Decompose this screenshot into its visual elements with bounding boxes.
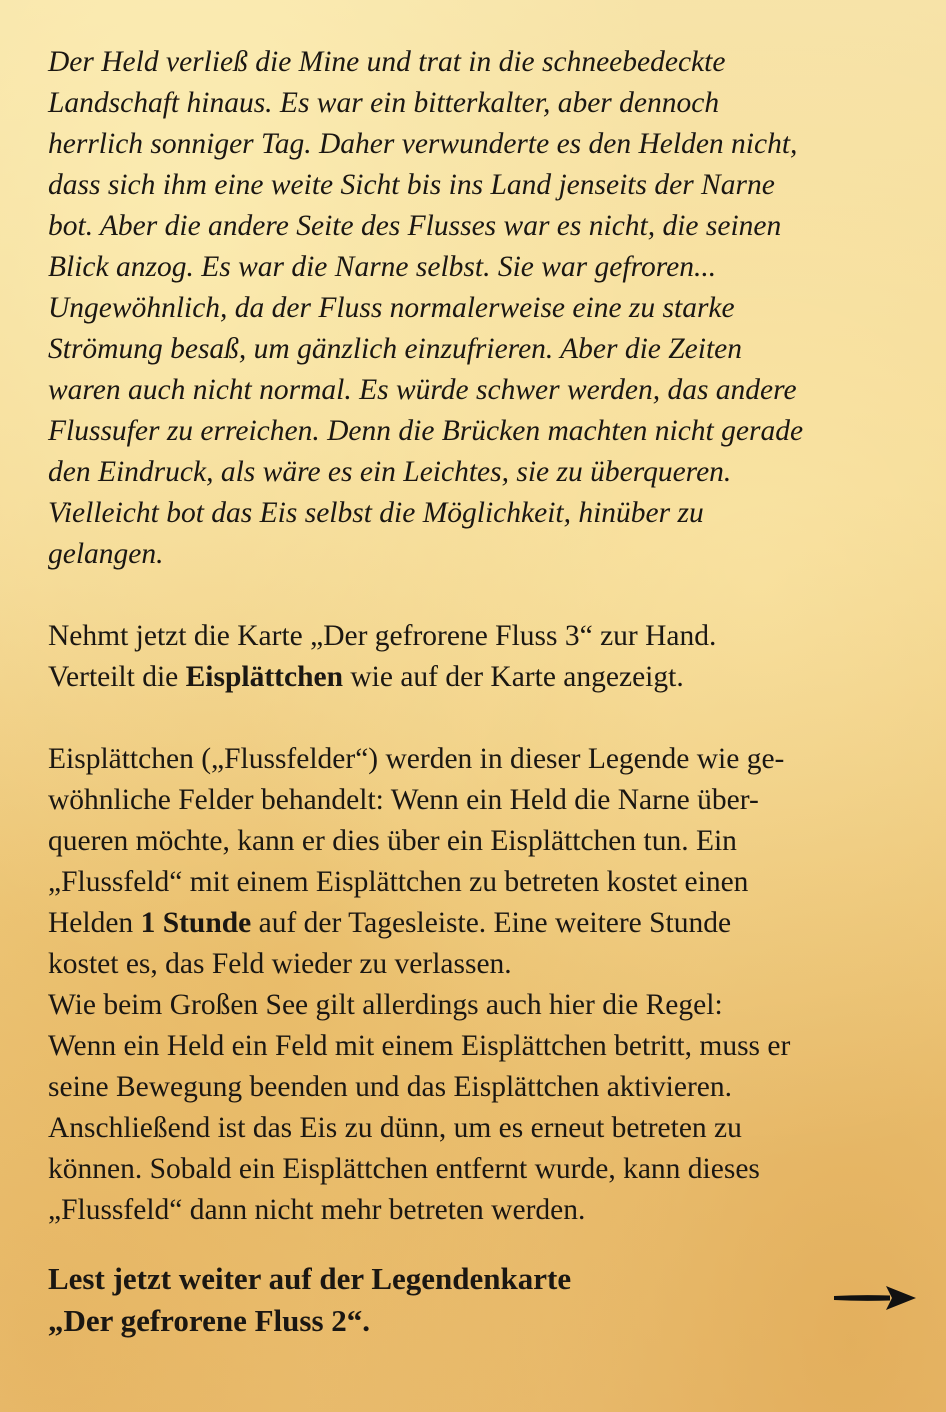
setup-instruction xyxy=(48,616,926,698)
ice-tile-rules xyxy=(48,739,926,1231)
ice-tiles-term: Eisplättchen xyxy=(185,661,343,693)
intro-line: bot. Aber die andere Seite des Flusses war es nicht, die seinen xyxy=(48,210,782,242)
rules-line: Eisplättchen („Flussfelder“) werden in dieser Legende wie ge- xyxy=(48,743,785,775)
continue-instruction xyxy=(48,1258,926,1342)
rules-line: „Flussfeld“ mit einem Eisplättchen zu betreten kostet einen xyxy=(48,866,749,898)
intro-line: den Eindruck, als wäre es ein Leichtes, sie zu überqueren. xyxy=(48,456,732,488)
instruction-line: Nehmt jetzt die Karte „Der gefrorene Fluss 3“ zur Hand. xyxy=(48,620,717,652)
instruction-text: Verteilt die xyxy=(48,661,186,693)
right-arrow-icon xyxy=(832,1283,918,1313)
continue-text xyxy=(48,1258,926,1342)
instruction-text: wie auf der Karte angezeigt. xyxy=(342,661,684,693)
rules-line xyxy=(48,903,926,944)
intro-story xyxy=(48,42,920,575)
rules-line: können. Sobald ein Eisplättchen entfernt wurde, kann dieses xyxy=(48,1153,760,1185)
legend-text-block xyxy=(48,42,926,1231)
continue-line: Lest jetzt weiter auf der Legendenkarte xyxy=(48,1261,572,1296)
rules-line: queren möchte, kann er dies über ein Eisplättchen tun. Ein xyxy=(48,825,737,857)
continue-line: „Der gefrorene Fluss 2“. xyxy=(48,1303,371,1338)
rules-line: Anschließend ist das Eis zu dünn, um es erneut betreten zu xyxy=(48,1112,742,1144)
one-hour-term: 1 Stunde xyxy=(140,907,252,939)
intro-line: Der Held verließ die Mine und trat in die schneebedeckte xyxy=(48,46,726,78)
intro-line: Flussufer zu erreichen. Denn die Brücken machten nicht gerade xyxy=(48,415,804,447)
intro-line: Vielleicht bot das Eis selbst die Möglichkeit, hinüber zu xyxy=(48,497,704,529)
intro-line: Landschaft hinaus. Es war ein bitterkalter, aber dennoch xyxy=(48,87,720,119)
rules-line: Wie beim Großen See gilt allerdings auch hier die Regel: xyxy=(48,989,723,1021)
intro-line: Strömung besaß, um gänzlich einzufrieren. Aber die Zeiten xyxy=(48,333,742,365)
rules-line: wöhnliche Felder behandelt: Wenn ein Held die Narne über- xyxy=(48,784,759,816)
rules-line: seine Bewegung beenden und das Eisplättchen aktivieren. xyxy=(48,1071,733,1103)
rules-line: Wenn ein Held ein Feld mit einem Eisplättchen betritt, muss er xyxy=(48,1030,791,1062)
rules-line: kostet es, das Feld wieder zu verlassen. xyxy=(48,948,512,980)
intro-line: herrlich sonniger Tag. Daher verwunderte es den Helden nicht, xyxy=(48,128,798,160)
intro-line: dass sich ihm eine weite Sicht bis ins Land jenseits der Narne xyxy=(48,169,775,201)
instruction-line xyxy=(48,657,926,698)
rules-line: „Flussfeld“ dann nicht mehr betreten werden. xyxy=(48,1194,586,1226)
rules-text: auf der Tagesleiste. Eine weitere Stunde xyxy=(251,907,732,939)
rules-text: Helden xyxy=(48,907,141,939)
intro-line: waren auch nicht normal. Es würde schwer werden, das andere xyxy=(48,374,797,406)
intro-line: Ungewöhnlich, da der Fluss normalerweise eine zu starke xyxy=(48,292,735,324)
intro-line: gelangen. xyxy=(48,538,164,570)
intro-line: Blick anzog. Es war die Narne selbst. Sie war gefroren... xyxy=(48,251,717,283)
